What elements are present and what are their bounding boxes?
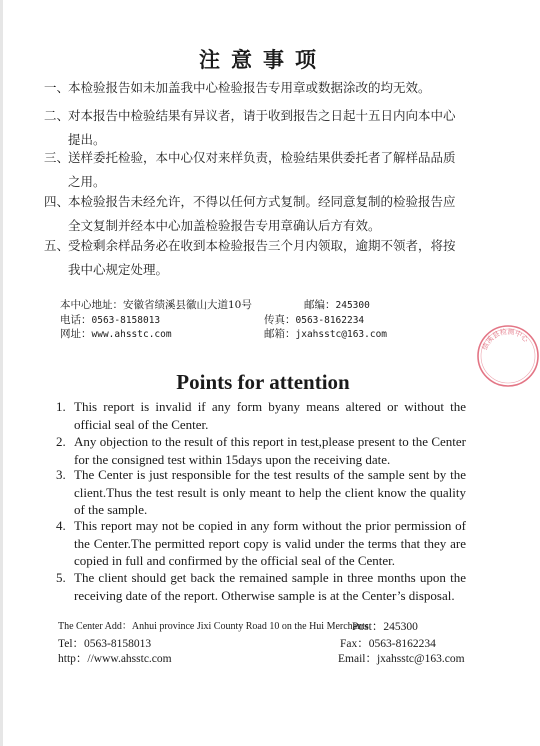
official-seal-stamp bbox=[476, 324, 540, 388]
item-text: Any objection to the result of this report in test,please present to the Center for the consigned test within 15days upon the receiving date. bbox=[74, 434, 466, 467]
chinese-email: 邮箱：jxahsstc@163.com bbox=[264, 328, 388, 340]
chinese-item-5 bbox=[44, 234, 484, 282]
chinese-website: 网址：www.ahsstc.com bbox=[60, 328, 172, 340]
chinese-address: 本中心地址：安徽省绩溪县徽山大道10号 bbox=[60, 299, 252, 311]
chinese-title: 注意事项 bbox=[199, 47, 327, 72]
item-number: 二、 bbox=[44, 108, 70, 123]
item-text: This report is invalid if any form byany means altered or without the official seal of the Center. bbox=[74, 399, 466, 432]
item-number: 3. bbox=[56, 467, 66, 482]
item-number: 2. bbox=[56, 434, 66, 449]
chinese-item-3 bbox=[44, 146, 484, 194]
item-text-continued: 提出。 bbox=[68, 132, 106, 147]
english-address: The Center Add：Anhui province Jixi County Road 10 on the Hui Merchants bbox=[58, 621, 369, 632]
english-item-1 bbox=[56, 398, 466, 433]
item-text: 本检验报告如未加盖我中心检验报告专用章或数据涂改的均无效。 bbox=[68, 80, 431, 95]
chinese-tel: 电话：0563-8158013 bbox=[60, 314, 161, 326]
item-text: 对本报告中检验结果有异议者，请于收到报告之日起十五日内向本中心 bbox=[68, 108, 456, 123]
chinese-item-1 bbox=[44, 76, 484, 100]
item-number: 5. bbox=[56, 570, 66, 585]
seal-text: 绩溪县检测中心 bbox=[480, 327, 530, 352]
item-text-continued: 全文复制并经本中心加盖检验报告专用章确认后方有效。 bbox=[68, 218, 381, 233]
item-text: 送样委托检验，本中心仅对来样负责，检验结果供委托者了解样品品质 bbox=[68, 150, 456, 165]
chinese-fax: 传真：0563-8162234 bbox=[264, 314, 365, 326]
english-item-4 bbox=[56, 517, 466, 570]
english-item-3 bbox=[56, 466, 466, 519]
item-text: This report may not be copied in any form without the prior permission of the Center.The permitted report copy is valid under the terms that they are copied in full and confirmed by the official seal of the Center. bbox=[74, 518, 466, 568]
english-title: Points for attention bbox=[176, 370, 350, 394]
item-number: 五、 bbox=[44, 238, 70, 253]
item-text: 本检验报告未经允许，不得以任何方式复制。经同意复制的检验报告应 bbox=[68, 194, 456, 209]
item-text: The client should get back the remained sample in three months upon the receiving date of the report. Otherwise sample is at the Center’s disposal. bbox=[74, 570, 466, 603]
chinese-postcode: 邮编：245300 bbox=[304, 299, 370, 311]
item-text: 受检剩余样品务必在收到本检验报告三个月内领取，逾期不领者，将按 bbox=[68, 238, 456, 253]
item-number: 四、 bbox=[44, 194, 70, 209]
chinese-item-4 bbox=[44, 190, 484, 238]
item-number: 一、 bbox=[44, 80, 70, 95]
item-number: 三、 bbox=[44, 150, 70, 165]
english-item-2 bbox=[56, 433, 466, 468]
item-text-continued: 之用。 bbox=[68, 174, 106, 189]
english-item-5 bbox=[56, 569, 466, 604]
item-text: The Center is just responsible for the test results of the sample sent by the client.Thus the test result is only meant to help the client know the quality of the sample. bbox=[74, 467, 466, 517]
item-number: 4. bbox=[56, 518, 66, 533]
english-post: Post：245300 bbox=[352, 621, 418, 633]
item-text-continued: 我中心规定处理。 bbox=[68, 262, 169, 277]
english-email: Email：jxahsstc@163.com bbox=[338, 653, 465, 665]
english-fax: Fax：0563-8162234 bbox=[340, 638, 436, 650]
english-tel: Tel：0563-8158013 bbox=[58, 638, 152, 650]
english-website: http：//www.ahsstc.com bbox=[58, 653, 172, 665]
item-number: 1. bbox=[56, 399, 66, 414]
chinese-item-2 bbox=[44, 104, 484, 152]
